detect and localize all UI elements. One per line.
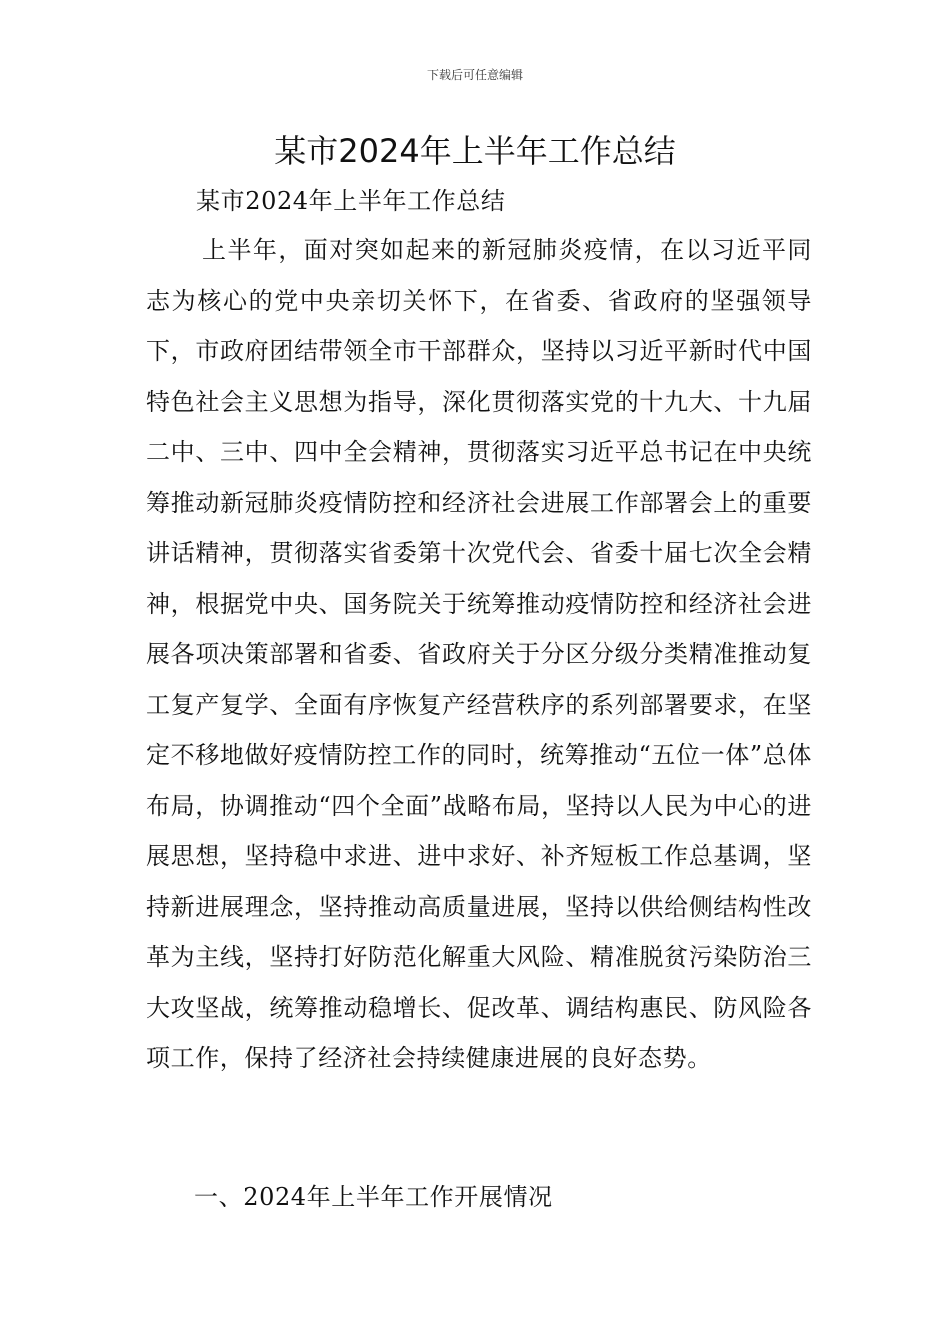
section-heading: 一、2024年上半年工作开展情况 xyxy=(194,1183,553,1211)
header-note: 下载后可任意编辑 xyxy=(426,68,523,82)
body-paragraph: 上半年，面对突如起来的新冠肺炎疫情，在以习近平同志为核心的党中央亲切关怀下，在省委、省政府的坚强领导下，市政府团结带领全市干部群众，坚持以习近平新时代中国特色社会主义思想为指导，深化贯彻落实党的十九大、十九届二中、三中、四中全会精神，贯彻落实习近平总书记在中央统筹推动新冠肺炎疫情防控和经济社会进展工作部署会上的重要讲话精神，贯彻落实省委第十次党代会、省委十届七次全会精神，根据党中央、国务院关于统筹推动疫情防控和经济社会进展各项决策部署和省委、省政府关于分区分级分类精准推动复工复产复学、全面有序恢复产经营秩序的系列部署要求，在坚定不移地做好疫情防控工作的同时，统筹推动“五位一体”总体布局，协调推动“四个全面”战略布局，坚持以人民为中心的进展思想，坚持稳中求进、进中求好、补齐短板工作总基调，坚持新进展理念，坚持推动高质量进展，坚持以供给侧结构性改革为主线，坚持打好防范化解重大风险、精准脱贫污染防治三大攻坚战，统筹推动稳增长、促改革、调结构惠民、防风险各项工作，保持了经济社会持续健康进展的良好态势。 xyxy=(146,236,812,1072)
document-subtitle: 某市2024年上半年工作总结 xyxy=(196,187,506,215)
document-title: 某市2024年上半年工作总结 xyxy=(274,132,676,170)
